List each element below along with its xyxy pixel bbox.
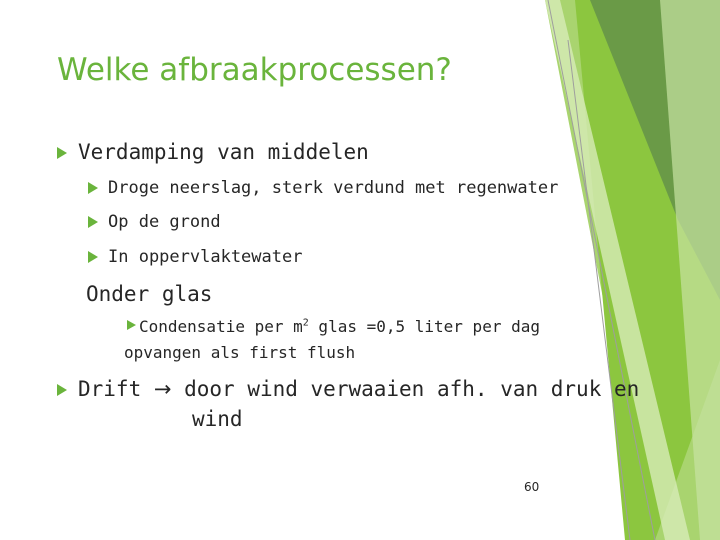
bullet-arrow-icon: [127, 320, 136, 330]
bullet-verdamping: Verdamping van middelen: [78, 140, 369, 164]
bullet-drift-line2: wind: [192, 407, 243, 431]
bullet-droge-neerslag: Droge neerslag, sterk verdund met regenwater: [108, 178, 559, 198]
bullet-oppervlaktewater: In oppervlaktewater: [108, 247, 303, 267]
condensatie-text-pre: Condensatie per m: [139, 317, 303, 336]
condensatie-text-post: glas =0,5 liter per dag: [308, 317, 540, 336]
bullet-arrow-icon: [88, 216, 98, 228]
bullet-arrow-icon: [57, 384, 67, 396]
condensatie-superscript: 2: [302, 317, 309, 329]
bullet-arrow-icon: [88, 182, 98, 194]
bullet-op-de-grond: Op de grond: [108, 212, 221, 232]
bullet-onder-glas: Onder glas: [86, 282, 213, 306]
slide-title: Welke afbraakprocessen?: [57, 52, 452, 88]
bullet-drift: [78, 377, 639, 401]
page-number: 60: [524, 480, 540, 494]
drift-text-pre: Drift: [78, 377, 154, 401]
bullet-arrow-icon: [88, 251, 98, 263]
bullet-arrow-icon: [57, 147, 67, 159]
bullet-condensatie-line2: opvangen als first flush: [124, 343, 356, 362]
drift-text-post: door wind verwaaien afh. van druk en: [171, 377, 640, 401]
drift-arrow-icon: →: [153, 377, 172, 401]
bullet-condensatie: [139, 317, 540, 336]
